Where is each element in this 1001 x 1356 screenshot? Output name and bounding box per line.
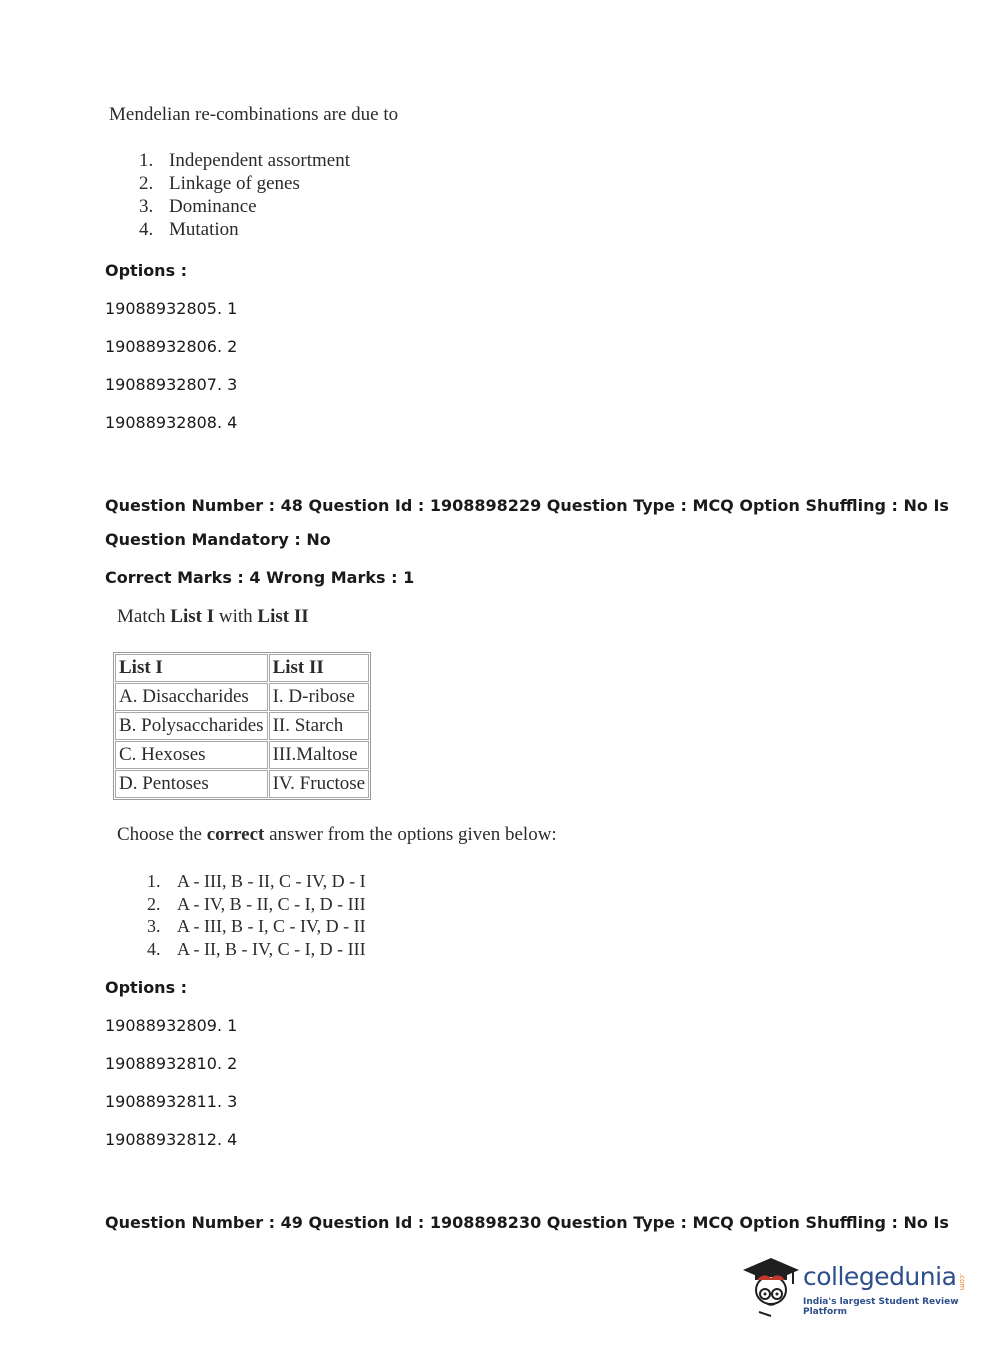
table-header-cell: List I <box>115 654 268 682</box>
option-item: 19088932807. 3 <box>105 375 238 394</box>
table-row <box>115 741 369 769</box>
choice-item: 4. A - II, B - IV, C - I, D - III <box>147 938 366 959</box>
question-text: Match List I with List II <box>117 606 309 627</box>
choice-item: 3. A - III, B - I, C - IV, D - II <box>147 916 366 936</box>
options-label: Options : <box>105 261 188 280</box>
table-row <box>115 770 369 798</box>
table-cell: II. Starch <box>269 712 370 740</box>
question-marks: Correct Marks : 4 Wrong Marks : 1 <box>105 568 415 587</box>
choice-item: 1. Independent assortment <box>139 150 350 171</box>
table-header-row <box>115 654 369 682</box>
question-header: Question Number : 48 Question Id : 1908898229 Question Type : MCQ Option Shuffling : No Is <box>105 496 949 515</box>
table-cell: A. Disaccharides <box>115 683 268 711</box>
choice-item: 4. Mutation <box>139 219 239 240</box>
option-item: 19088932806. 2 <box>105 337 238 356</box>
option-item: 19088932809. 1 <box>105 1016 238 1035</box>
table-cell: IV. Fructose <box>269 770 370 798</box>
table-cell: I. D-ribose <box>269 683 370 711</box>
option-item: 19088932812. 4 <box>105 1130 238 1149</box>
table-row <box>115 712 369 740</box>
logo-wordmark: collegedunia <box>803 1262 957 1291</box>
table-row <box>115 683 369 711</box>
choice-item: 3. Dominance <box>139 196 257 217</box>
option-item: 19088932811. 3 <box>105 1092 238 1111</box>
question-choices <box>139 149 350 241</box>
choice-item: 2. A - IV, B - II, C - I, D - III <box>147 893 366 914</box>
question-text: Mendelian re-combinations are due to <box>109 104 399 125</box>
option-item: 19088932808. 4 <box>105 413 238 432</box>
question-choices <box>147 870 366 960</box>
option-item: 19088932810. 2 <box>105 1054 238 1073</box>
table-cell: B. Polysaccharides <box>115 712 268 740</box>
logo-domain: .com <box>958 1273 966 1291</box>
instruction-text: Choose the correct answer from the options given below: <box>117 824 557 845</box>
logo-tagline: India's largest Student Review Platform <box>803 1297 959 1317</box>
table-cell: C. Hexoses <box>115 741 268 769</box>
choice-item: 2. Linkage of genes <box>139 173 300 194</box>
question-mandatory: Question Mandatory : No <box>105 530 331 549</box>
table-cell: D. Pentoses <box>115 770 268 798</box>
table-header-cell: List II <box>269 654 370 682</box>
question-header: Question Number : 49 Question Id : 1908898230 Question Type : MCQ Option Shuffling : No Is <box>105 1213 949 1232</box>
match-table <box>113 652 371 800</box>
table-cell: III.Maltose <box>269 741 370 769</box>
choice-item: 1. A - III, B - II, C - IV, D - I <box>147 871 366 891</box>
options-label: Options : <box>105 978 188 997</box>
option-item: 19088932805. 1 <box>105 299 238 318</box>
